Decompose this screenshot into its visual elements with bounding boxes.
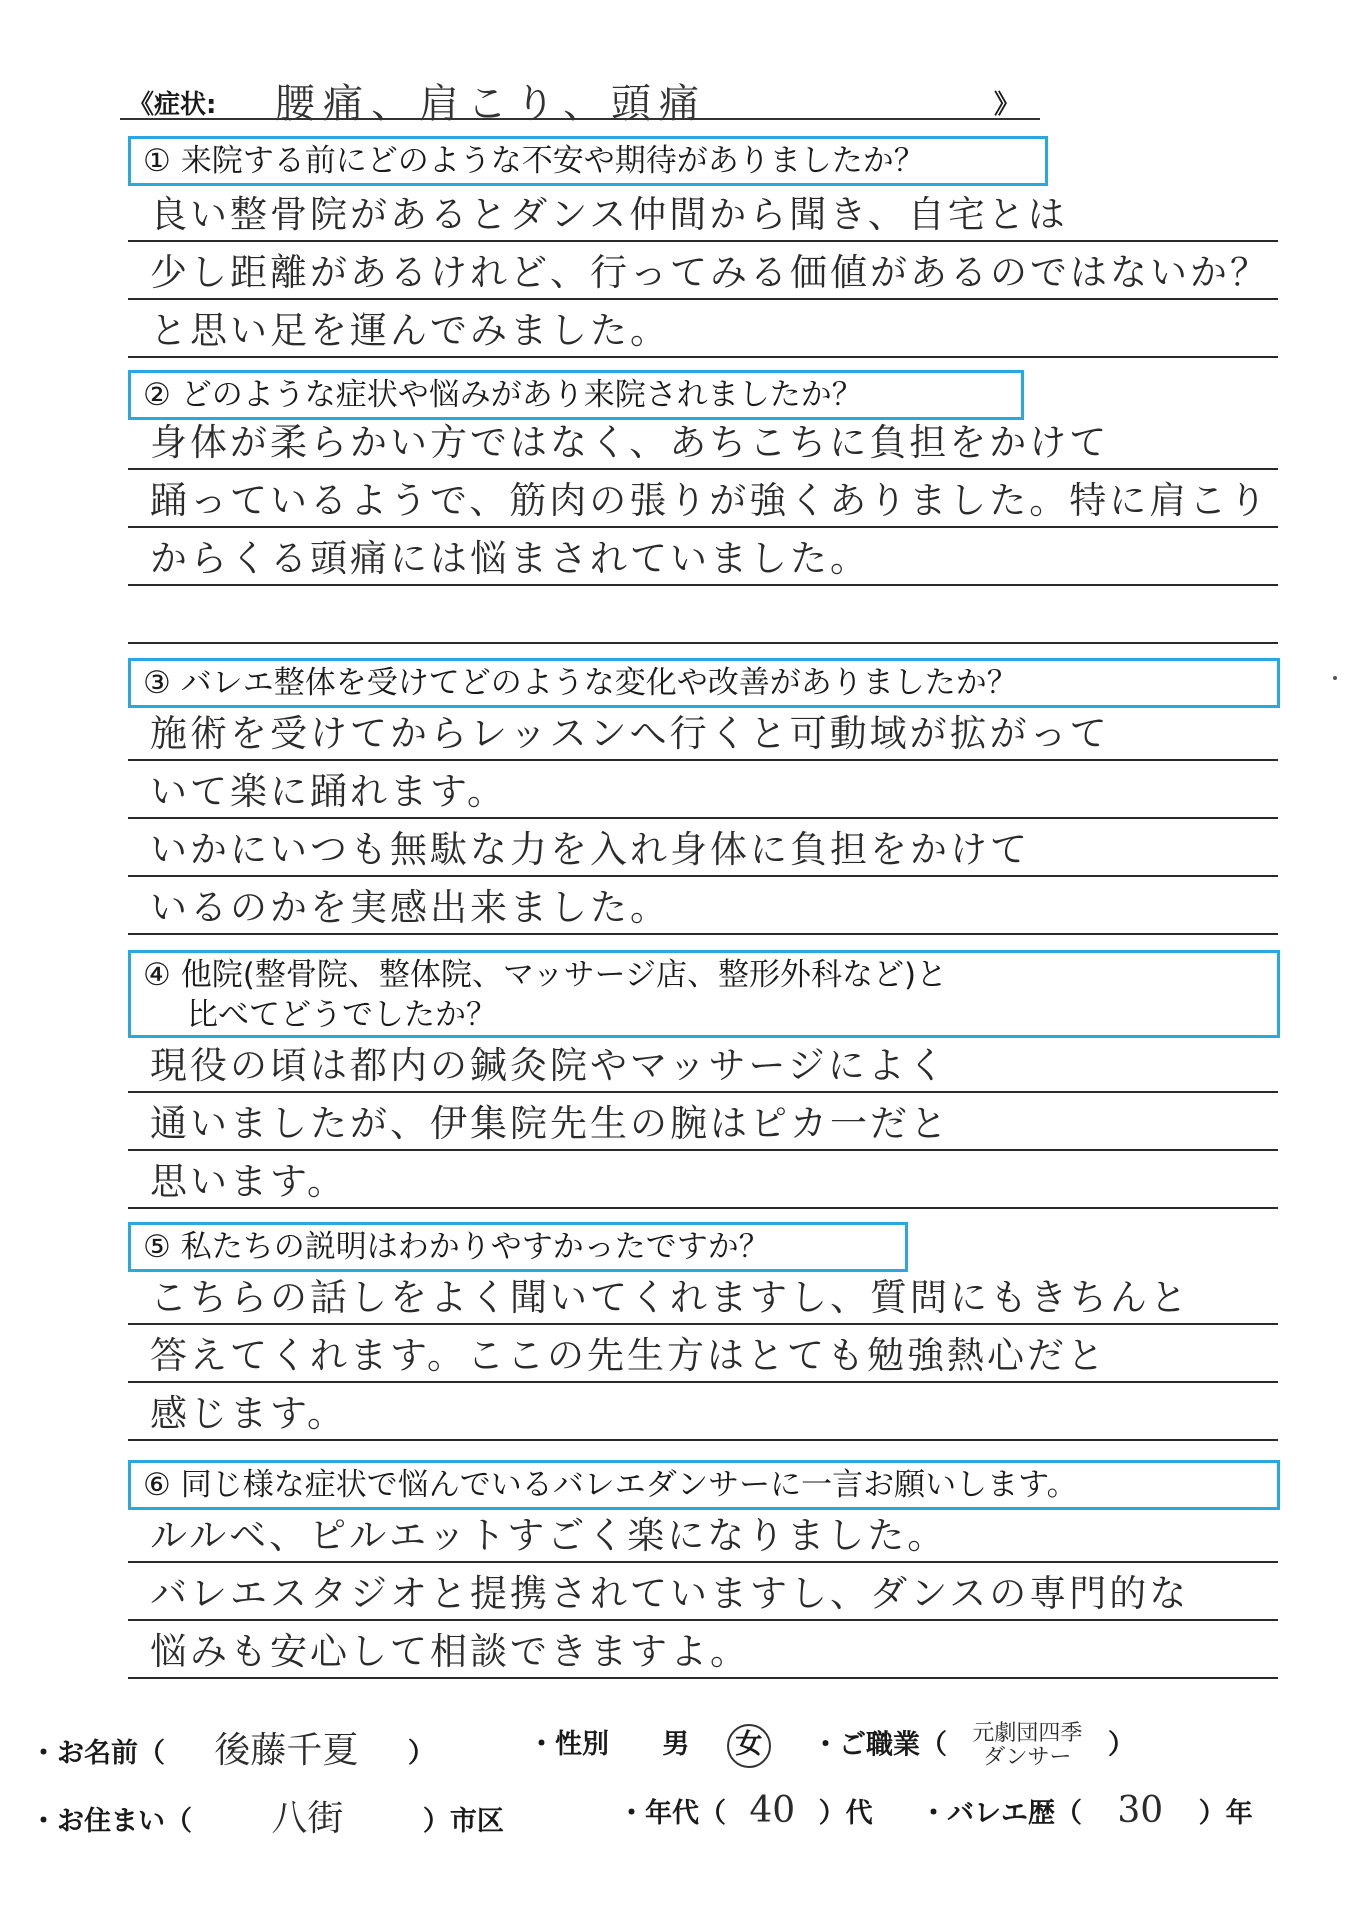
answer-line: こちらの話しをよく聞いてくれますし、質問にもきちんと [128, 1267, 1278, 1325]
symptom-close: 》 [993, 90, 1020, 120]
question-2 [128, 370, 1024, 420]
gender-female-circled: 女 [727, 1724, 771, 1768]
answer-line: 良い整骨院があるとダンス仲間から聞き、自宅とは [128, 184, 1278, 242]
answer-line: 身体が柔らかい方ではなく、あちこちに負担をかけて [128, 412, 1278, 470]
answer-line: いて楽に踊れます。 [128, 761, 1278, 819]
city-suffix: 市区 [449, 1806, 504, 1837]
question-text: 来院する前にどのような不安や期待がありましたか？ [180, 143, 925, 179]
footer-row-personal [20, 1712, 1320, 1771]
age-field [618, 1790, 873, 1831]
question-number: ⑥ [143, 1467, 171, 1503]
address-value: 八街 [271, 1798, 344, 1839]
answer-line: からくる頭痛には悩まされていました。 [128, 528, 1278, 586]
name-field [30, 1722, 435, 1773]
question-text: 私たちの説明はわかりやすかったですか？ [180, 1229, 770, 1265]
answer-line: いるのかを実感出来ました。 [128, 877, 1278, 935]
question-6 [128, 1460, 1280, 1510]
age-label: ・年代（ [618, 1798, 726, 1829]
answer-1 [128, 184, 1278, 358]
question-text: バレエ整体を受けてどのような変化や改善がありましたか？ [180, 665, 1018, 701]
question-number: ④ [143, 957, 171, 993]
answer-2 [128, 412, 1278, 644]
gender-male: 男 [662, 1729, 690, 1760]
stray-mark [1333, 676, 1337, 680]
answer-line: 答えてくれます。ここの先生方はとても勉強熱心だと [128, 1325, 1278, 1383]
answer-line: 少し距離があるけれど、行ってみる価値があるのではないか？ [128, 242, 1278, 300]
question-4 [128, 950, 1280, 1038]
answer-3 [128, 703, 1278, 935]
gender-field [528, 1722, 771, 1768]
ballet-history-field [920, 1790, 1253, 1831]
gender-label: ・性別 [528, 1729, 609, 1760]
address-field [30, 1790, 504, 1841]
answer-6 [128, 1505, 1278, 1679]
job-field [812, 1722, 1135, 1770]
symptom-value: 腰痛、肩こり、頭痛 [275, 81, 707, 127]
job-label: ・ご職業（ [812, 1729, 947, 1761]
name-value: 後藤千夏 [214, 1730, 359, 1771]
symptom-row [120, 70, 1040, 127]
answer-line: バレエスタジオと提携されていますし、ダンスの専門的な [128, 1563, 1278, 1621]
question-number: ⑤ [143, 1229, 171, 1265]
answer-line: 感じます。 [128, 1383, 1278, 1441]
question-text-line2: 比べてどうでしたか？ [187, 997, 497, 1033]
answer-line: 通いましたが、伊集院先生の腕はピカ一だと [128, 1093, 1278, 1151]
question-5 [128, 1222, 908, 1272]
job-value-line2: ダンサー [983, 1745, 1072, 1770]
answer-5 [128, 1267, 1278, 1441]
question-number: ② [143, 377, 171, 413]
question-text: どのような症状や悩みがあり来院されましたか？ [180, 377, 863, 413]
address-label: ・お住まい（ [30, 1806, 192, 1837]
name-close: ） [407, 1738, 435, 1769]
job-value [972, 1722, 1082, 1770]
answer-line: 踊っているようで、筋肉の張りが強くありました。特に肩こり [128, 470, 1278, 528]
answer-line: 現役の頃は都内の鍼灸院やマッサージによく [128, 1035, 1278, 1093]
question-text: 他院(整骨院、整体院、マッサージ店、整形外科など)と [180, 957, 948, 993]
question-number: ① [143, 143, 171, 179]
answer-line: 施術を受けてからレッスンへ行くと可動域が拡がって [128, 703, 1278, 761]
ballet-label: ・バレエ歴（ [920, 1798, 1082, 1829]
age-value: 40 [749, 1790, 796, 1831]
answer-line: ルルベ、ピルエットすごく楽になりました。 [128, 1505, 1278, 1563]
job-close: ） [1107, 1729, 1135, 1761]
answer-4 [128, 1035, 1278, 1209]
answer-line: いかにいつも無駄な力を入れ身体に負担をかけて [128, 819, 1278, 877]
question-number: ③ [143, 665, 171, 701]
job-value-line1: 元劇団四季 [972, 1721, 1083, 1746]
ballet-value: 30 [1117, 1790, 1164, 1831]
footer-row-address [20, 1780, 1320, 1839]
symptom-underline [120, 118, 1040, 120]
symptom-label: 《症状: [128, 90, 217, 120]
question-3 [128, 658, 1280, 708]
answer-line [128, 586, 1278, 644]
answer-line: 悩みも安心して相談できますよ。 [128, 1621, 1278, 1679]
age-suffix: ）代 [818, 1798, 873, 1829]
address-close: ） [422, 1806, 450, 1837]
question-1 [128, 136, 1048, 186]
answer-line: 思います。 [128, 1151, 1278, 1209]
answer-line: と思い足を運んでみました。 [128, 300, 1278, 358]
name-label: ・お名前（ [30, 1738, 165, 1769]
ballet-suffix: ）年 [1198, 1798, 1253, 1829]
question-text: 同じ様な症状で悩んでいるバレエダンサーに一言お願いします。 [180, 1467, 1078, 1503]
